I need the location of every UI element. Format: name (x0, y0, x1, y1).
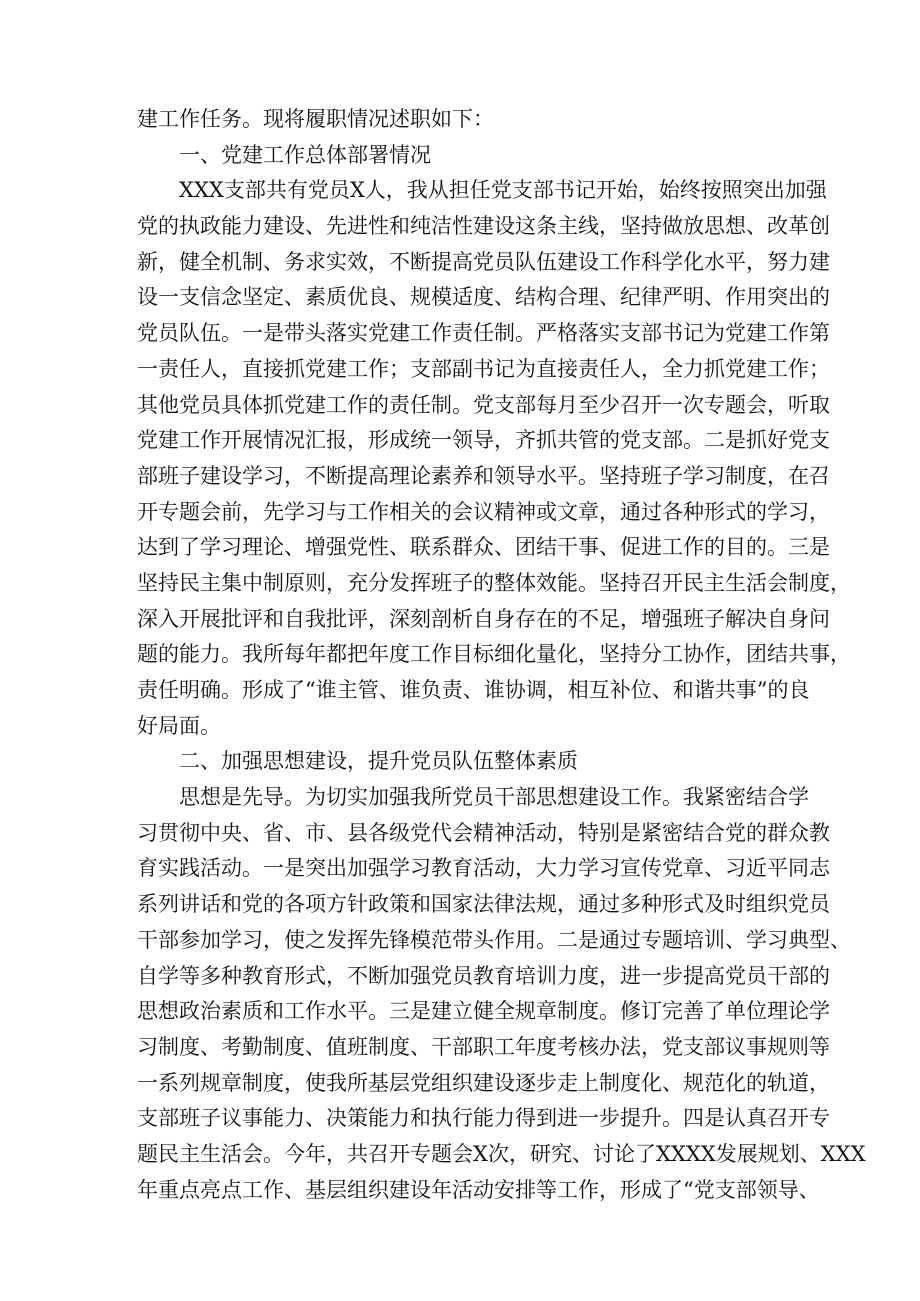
text-line: 习贯彻中央、省、市、县各级党代会精神活动，特别是紧密结合党的群众教 (137, 820, 830, 845)
text-line: 设一支信念坚定、素质优良、规模适度、结构合理、纪律严明、作用突出的 (137, 285, 830, 310)
text-line: 坚持民主集中制原则，充分发挥班子的整体效能。坚持召开民主生活会制度， (137, 570, 851, 595)
text-line: 好局面。 (137, 713, 221, 738)
text-line: 一责任人，直接抓党建工作；支部副书记为直接责任人，全力抓党建工作； (137, 356, 830, 381)
document-body (137, 102, 866, 1208)
text-line: 新，健全机制、务求实效，不断提高党员队伍建设工作科学化水平，努力建 (137, 249, 830, 274)
text-line: 责任明确。形成了“谁主管、谁负责、谁协调，相互补位、和谐共事”的良 (137, 678, 810, 702)
text-line: XXX支部共有党员X人，我从担任党支部书记开始，始终按照突出加强 (179, 178, 827, 203)
text-line: 思想是先导。为切实加强我所党员干部思想建设工作。我紧密结合学 (179, 785, 809, 810)
text-line: 达到了学习理论、增强党性、联系群众、团结干事、促进工作的目的。三是 (137, 535, 830, 560)
text-line: 深入开展批评和自我批评，深刻剖析自身存在的不足，增强班子解决自身问 (137, 606, 830, 631)
text-line: 开专题会前，先学习与工作相关的会议精神或文章，通过各种形式的学习， (137, 499, 830, 524)
text-line: 党的执政能力建设、先进性和纯洁性建设这条主线，坚持做放思想、改革创 (137, 214, 830, 239)
text-line: 育实践活动。一是突出加强学习教育活动，大力学习宣传党章、习近平同志 (137, 856, 830, 881)
text-line: 建工作任务。现将履职情况述职如下： (137, 107, 494, 131)
text-line: 系列讲话和党的各项方针政策和国家法律法规，通过多种形式及时组织党员 (137, 892, 830, 917)
section-heading-1: 一、党建工作总体部署情况 (179, 142, 431, 167)
text-line: 题的能力。我所每年都把年度工作目标细化量化，坚持分工协作，团结共事， (137, 642, 851, 667)
text-line: 部班子建设学习，不断提高理论素养和领导水平。坚持班子学习制度，在召 (137, 463, 830, 488)
text-line: 党建工作开展情况汇报，形成统一领导，齐抓共管的党支部。二是抓好党支 (137, 428, 830, 453)
text-line: 习制度、考勤制度、值班制度、干部职工年度考核办法，党支部议事规则等 (137, 1034, 830, 1059)
text-line: 其他党员具体抓党建工作的责任制。党支部每月至少召开一次专题会，听取 (137, 392, 830, 417)
text-line: 支部班子议事能力、决策能力和执行能力得到进一步提升。四是认真召开专 (137, 1106, 830, 1131)
section-heading-2: 二、加强思想建设，提升党员队伍整体素质 (179, 749, 578, 774)
text-line: 一系列规章制度，使我所基层党组织建设逐步走上制度化、规范化的轨道， (137, 1070, 830, 1095)
text-line: 题民主生活会。今年，共召开专题会X次，研究、讨论了XXXX发展规划、XXX (137, 1141, 866, 1166)
text-line: 年重点亮点工作、基层组织建设年活动安排等工作，形成了“党支部领导、 (137, 1177, 820, 1202)
text-line: 干部参加学习，使之发挥先锋模范带头作用。二是通过专题培训、学习典型、 (137, 927, 851, 952)
text-line: 自学等多种教育形式，不断加强党员教育培训力度，进一步提高党员干部的 (137, 963, 830, 988)
text-line: 党员队伍。一是带头落实党建工作责任制。严格落实支部书记为党建工作第 (137, 321, 830, 346)
text-line: 思想政治素质和工作水平。三是建立健全规章制度。修订完善了单位理论学 (137, 999, 830, 1024)
